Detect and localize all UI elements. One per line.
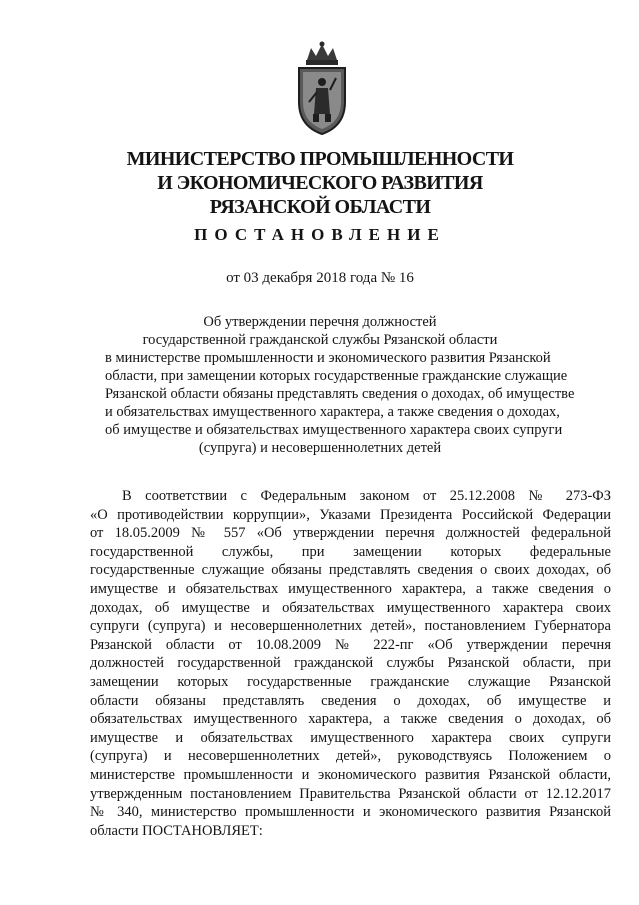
ministry-line-1: МИНИСТЕРСТВО ПРОМЫШЛЕННОСТИ [126,148,514,170]
title-line: области, при замещении которых государственные гражданские служащие [105,368,568,384]
ryazan-coat-of-arms-icon [293,40,351,138]
body-line: государственные служащие обязаны представлять сведения о своих доходах, об [90,562,611,579]
body-line: № 340, министерство промышленности и экономического развития Рязанской [90,804,611,821]
body-line: имуществе и обязательствах имущественного характера, а также сведения о [90,580,611,597]
document-type: ПОСТАНОВЛЕНИЕ [194,225,446,244]
title-line: об имуществе и обязательствах имущественного характера своих супруги [105,422,563,438]
title-line: (супруга) и несовершеннолетних детей [198,440,442,456]
body-line: государственной службы, при замещении которых федеральные [90,543,611,560]
body-line: области ПОСТАНОВЛЯЕТ: [90,822,263,839]
document-title [105,313,575,457]
body-line: В соответствии с Федеральным законом от 25.12.2008 № 273-ФЗ [122,488,611,504]
document-date: от 03 декабря 2018 года № 16 [226,270,414,286]
body-line: Рязанской области от 10.08.2009 № 222-пг «Об утверждении перечня [90,636,611,653]
body-line: «О противодействии коррупции», Указами Президента Российской Федерации [90,506,611,523]
body-line: обязательствах имущественного характера, а также сведения о доходах, об [90,711,611,728]
ministry-line-2: И ЭКОНОМИЧЕСКОГО РАЗВИТИЯ [157,172,483,194]
title-line: и обязательствах имущественного характера, а также сведения о доходах, [105,404,560,420]
body-line: должностей государственной гражданской службы Рязанской области, при [90,655,611,672]
body-paragraph [90,487,611,840]
body-line: доходах, об имуществе и обязательствах имущественного характера своих [90,599,611,616]
ministry-line-3: РЯЗАНСКОЙ ОБЛАСТИ [209,196,431,218]
body-line: от 18.05.2009 № 557 «Об утверждении перечня должностей федеральной [90,525,611,542]
body-line: (супруга) и несовершеннолетних детей», руководствуясь Положением о [90,748,611,765]
body-line: утвержденным постановлением Правительства Рязанской области от 12.12.2017 [90,785,611,802]
body-line: области обязаны представлять сведения о доходах, об имуществе и [90,692,611,709]
body-line: министерстве промышленности и экономического развития Рязанской области, [90,766,611,783]
body-line: замещении которых государственные гражданские служащие Рязанской [90,673,611,690]
title-line: Рязанской области обязаны представлять сведения о доходах, об имуществе [105,386,575,402]
title-line: в министерстве промышленности и экономического развития Рязанской [105,350,551,366]
title-line: государственной гражданской службы Рязанской области [142,332,498,348]
body-line: супруги (супруга) и несовершеннолетних детей», постановлением Губернатора [90,618,611,635]
ministry-name [120,147,520,219]
body-line: имуществе и обязательствах имущественного характера своих супруги [90,729,611,746]
title-line: Об утверждении перечня должностей [203,314,437,330]
